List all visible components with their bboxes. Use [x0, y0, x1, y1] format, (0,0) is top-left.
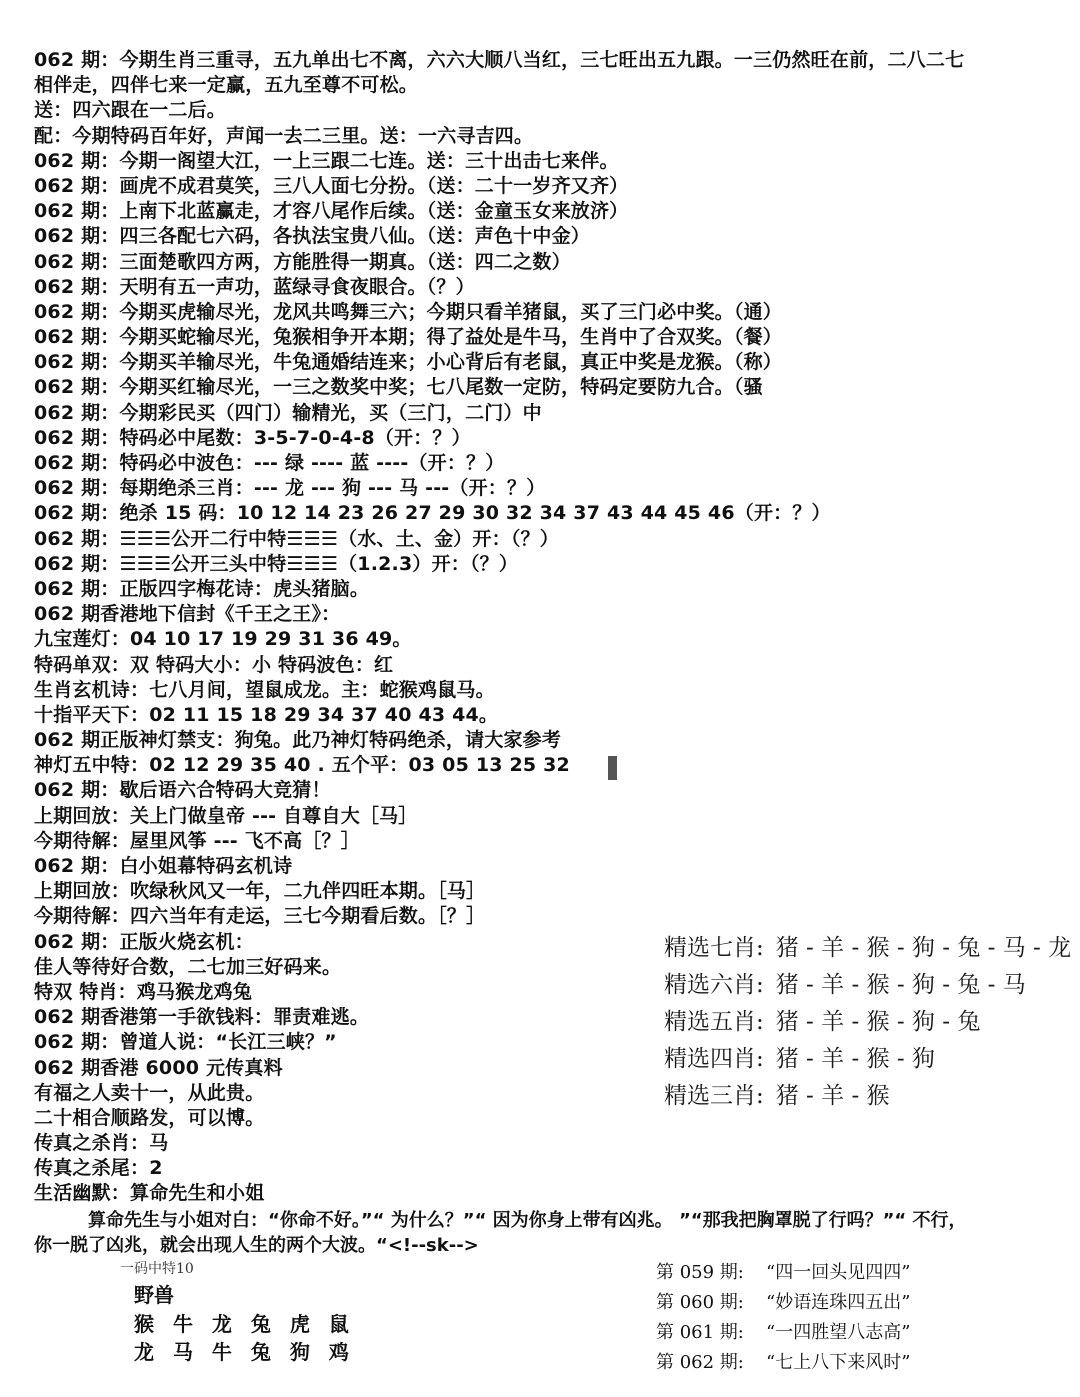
text-line: 今期待解：四六当年有走运，三七今期看后数。［？］ — [34, 905, 486, 928]
history-text: “七上八下来风时” — [766, 1352, 911, 1373]
history-text: “一四胜望八志高” — [766, 1322, 911, 1343]
text-line: 062 期：正版火烧玄机： — [34, 930, 254, 953]
pick-row — [664, 1078, 1074, 1115]
history-text: “妙语连珠四五出” — [766, 1292, 911, 1313]
text-line: 062 期：白小姐幕特码玄机诗 — [34, 855, 293, 877]
text-line: 062 期：今期买虎输尽光，龙风共鸣舞三六；今期只看羊猪鼠，买了三门必中奖。（通） — [34, 300, 782, 323]
text-line: 062 期：绝杀 15 码：10 12 14 23 26 27 29 30 32 34 37 43 44 45 46（开：？） — [34, 502, 831, 525]
text-line: 传真之杀肖：马 — [34, 1132, 169, 1155]
text-line: 062 期：四三各配七六码，各执法宝贵八仙。（送：声色十中金） — [34, 225, 590, 248]
text-line: 有福之人卖十一，从此贵。 — [34, 1081, 265, 1104]
text-line: 生活幽默：算命先生和小姐 — [34, 1182, 265, 1205]
text-line: 062 期香港地下信封《千王之王》： — [34, 603, 341, 626]
history-period: 第 059 期: — [656, 1262, 744, 1283]
text-line: 062 期：今期生肖三重寻，五九单出七不离，六六大顺八当红，三七旺出五九跟。一三仍然旺在前，二八二七 — [34, 49, 965, 71]
text-line: 062 期：歇后语六合特码大竞猜！ — [34, 779, 331, 802]
text-line: 062 期正版神灯禁支：狗兔。此乃神灯特码绝杀，请大家参考 — [34, 729, 562, 752]
text-line: 特双 特肖：鸡马猴龙鸡兔 — [34, 980, 253, 1003]
text-line: 今期待解：屋里风筝 --- 飞不高［？］ — [34, 829, 360, 852]
pick-value: 猪 - 羊 - 猴 - 狗 - 兔 - 马 — [775, 972, 1026, 998]
text-line: 062 期：今期彩民买（四门）输精光，买（三门，二门）中 — [34, 401, 542, 424]
text-line: 062 期：☰☰☰公开三头中特☰☰☰（1.2.3）开：（？） — [34, 552, 519, 575]
history-period: 第 061 期: — [656, 1322, 744, 1343]
pick-row — [664, 1041, 1074, 1078]
pick-value: 猪 - 羊 - 猴 - 狗 - 兔 - 马 - 龙 — [775, 935, 1072, 961]
pick-label: 精选五肖: — [664, 1009, 764, 1035]
zodiac-row-2: 龙 马 牛 兔 狗 鸡 — [134, 1340, 355, 1364]
text-line: 佳人等待好合数，二七加三好码来。 — [34, 955, 342, 978]
wild-beast-title: 野兽 — [134, 1283, 174, 1307]
history-period: 第 062 期: — [656, 1352, 744, 1373]
dialog-line-2: 你一脱了凶兆，就会出现人生的两个大波。“<!--sk--> — [34, 1235, 479, 1256]
pick-label: 精选六肖: — [664, 972, 764, 998]
text-line: 062 期：今期一阁望大江，一上三跟二七连。送：三十出击七来伴。 — [34, 149, 619, 172]
text-line: 062 期：天明有五一声功，蓝绿寻食夜眼合。（？） — [34, 275, 475, 298]
text-line: 生肖玄机诗：七八月间，望鼠成龙。主：蛇猴鸡鼠马。 — [34, 678, 495, 701]
scan-mark — [608, 756, 617, 780]
text-line: 062 期：曾道人说：“长江三峡？” — [34, 1031, 337, 1054]
zodiac-row-1: 猴 牛 龙 兔 虎 鼠 — [134, 1312, 355, 1336]
text-line: 062 期：特码必中尾数：3-5-7-0-4-8（开：？） — [34, 426, 471, 449]
pick-label: 精选三肖: — [664, 1083, 764, 1109]
history-row — [656, 1318, 1076, 1348]
text-line: 062 期：今期买红输尽光，一三之数奖中奖；七八尾数一定防，特码定要防九合。（骚 — [34, 376, 763, 399]
wild-beast-block — [120, 1258, 380, 1366]
history-row — [656, 1288, 1076, 1318]
text-line: 062 期：☰☰☰公开二行中特☰☰☰（水、土、金）开：（？） — [34, 527, 559, 550]
text-line: 相伴走，四伴七来一定赢，五九至尊不可松。 — [34, 74, 419, 97]
pick-value: 猪 - 羊 - 猴 - 狗 — [775, 1046, 935, 1072]
history-period: 第 060 期: — [656, 1292, 744, 1313]
dialog-line-1: 算命先生与小姐对白：“你命不好。”“ 为什么？”“ 因为你身上带有凶兆。 ”“那我把胸罩脱了行吗？”“ 不行， — [88, 1210, 967, 1231]
text-line: 062 期香港第一手欲钱料：罪责难逃。 — [34, 1006, 370, 1029]
text-line: 上期回放：吹绿秋风又一年，二九伴四旺本期。［马］ — [34, 880, 486, 903]
text-line: 062 期：今期买羊输尽光，牛兔通婚结连来；小心背后有老鼠，真正中奖是龙猴。（称） — [34, 351, 782, 374]
pick-row — [664, 967, 1074, 1004]
history-row — [656, 1348, 1076, 1378]
pick-label: 精选四肖: — [664, 1046, 764, 1072]
text-line: 配：今期特码百年好，声闻一去二三里。送：一六寻吉四。 — [34, 124, 534, 147]
text-line: 062 期：三面楚歌四方两，方能胜得一期真。（送：四二之数） — [34, 250, 571, 273]
text-line: 062 期：正版四字梅花诗：虎头猪脑。 — [34, 577, 370, 600]
text-line: 062 期：今期买蛇输尽光，兔猴相争开本期；得了益处是牛马，生肖中了合双奖。（餐） — [34, 326, 782, 349]
text-line: 送：四六跟在一二后。 — [34, 99, 227, 122]
joke-dialog — [34, 1208, 1074, 1258]
text-line: 十指平天下：02 11 15 18 29 34 37 40 43 44。 — [34, 703, 499, 726]
history-block — [656, 1258, 1076, 1378]
history-text: “四一回头见四四” — [766, 1262, 911, 1283]
one-code-label: 一码中特10 — [120, 1261, 194, 1277]
text-line: 神灯五中特：02 12 29 35 40 . 五个平：03 05 13 25 32 — [34, 754, 570, 777]
history-row — [656, 1258, 1076, 1288]
text-line: 062 期：画虎不成君莫笑，三八人面七分扮。（送：二十一岁齐又齐） — [34, 174, 629, 197]
text-line: 九宝莲灯：04 10 17 19 29 31 36 49。 — [34, 628, 412, 651]
text-line: 062 期：特码必中波色：--- 绿 ---- 蓝 ----（开：？） — [34, 452, 505, 474]
text-line: 062 期香港 6000 元传真料 — [34, 1056, 283, 1079]
text-line: 二十相合顺路发，可以博。 — [34, 1106, 265, 1129]
text-line: 特码单双：双 特码大小：小 特码波色：红 — [34, 653, 394, 676]
text-line: 传真之杀尾：2 — [34, 1157, 163, 1180]
text-line: 062 期：上南下北蓝赢走，才容八尾作后续。（送：金童玉女来放济） — [34, 200, 629, 223]
text-line: 上期回放：关上门做皇帝 --- 自尊自大［马］ — [34, 804, 418, 827]
pick-label: 精选七肖: — [664, 935, 764, 961]
pick-row — [664, 930, 1074, 967]
pick-row — [664, 1004, 1074, 1041]
pick-value: 猪 - 羊 - 猴 — [775, 1083, 890, 1109]
pick-value: 猪 - 羊 - 猴 - 狗 - 兔 — [775, 1009, 981, 1035]
selected-zodiac-panel — [664, 930, 1074, 1115]
text-line: 062 期：每期绝杀三肖：--- 龙 --- 狗 --- 马 ---（开：？） — [34, 477, 546, 500]
